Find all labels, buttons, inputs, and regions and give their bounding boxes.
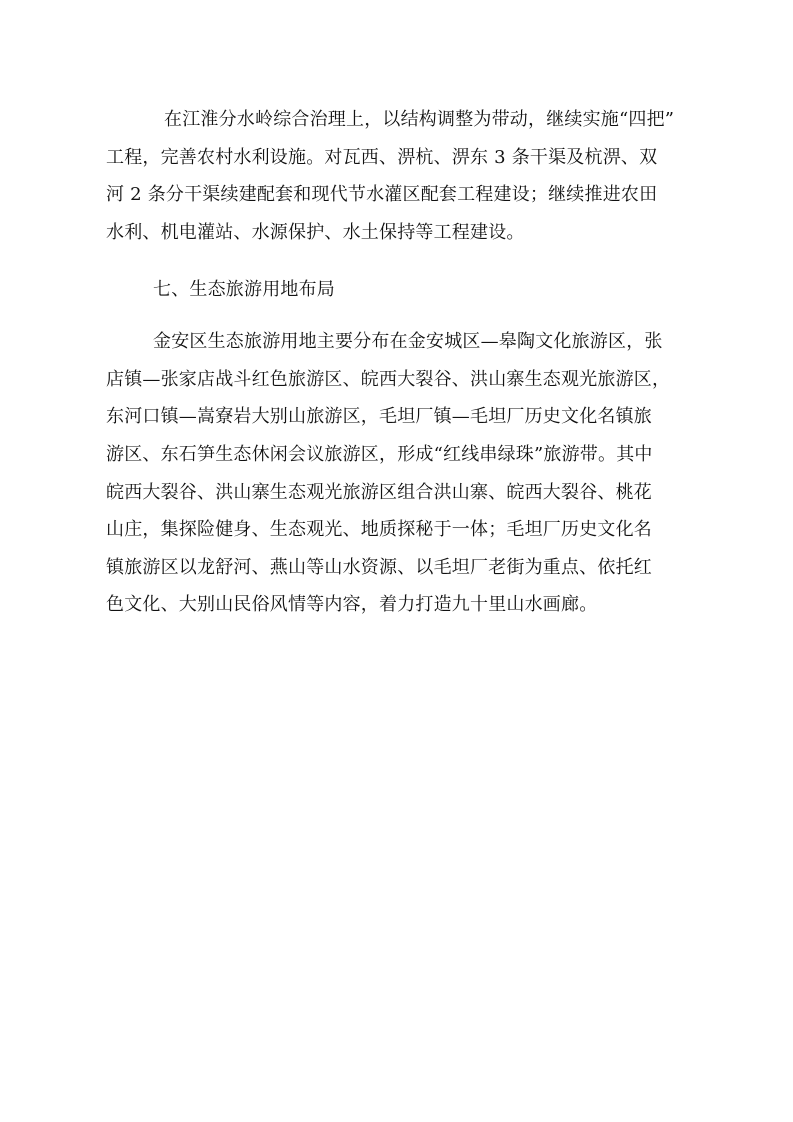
paragraph-2-line-8: 色文化、大别山民俗风情等内容，着力打造九十里山水画廊。 xyxy=(106,594,598,615)
paragraph-1-line-2: 工程，完善农村水利设施。对瓦西、淠杭、淠东 3 条干渠及杭淠、双 xyxy=(106,147,658,168)
paragraph-2-line-4: 游区、东石笋生态休闲会议旅游区，形成“红线串绿珠”旅游带。其中 xyxy=(106,444,653,465)
paragraph-2-line-1: 金安区生态旅游用地主要分布在金安城区—皋陶文化旅游区，张 xyxy=(153,331,663,352)
paragraph-1-line-3: 河 2 条分干渠续建配套和现代节水灌区配套工程建设；继续推进农田 xyxy=(106,184,658,205)
paragraph-2-line-7: 镇旅游区以龙舒河、燕山等山水资源、以毛坦厂老街为重点、依托红 xyxy=(106,557,652,578)
paragraph-2-line-2: 店镇—张家店战斗红色旅游区、皖西大裂谷、洪山寨生态观光旅游区， xyxy=(106,369,671,390)
paragraph-2-line-3: 东河口镇—嵩寮岩大别山旅游区，毛坦厂镇—毛坦厂历史文化名镇旅 xyxy=(106,406,652,427)
paragraph-2-line-5: 皖西大裂谷、洪山寨生态观光旅游区组合洪山寨、皖西大裂谷、桃花 xyxy=(106,482,652,503)
paragraph-1-line-1: 在江淮分水岭综合治理上，以结构调整为带动，继续实施“四把” xyxy=(164,109,675,130)
paragraph-1-line-4: 水利、机电灌站、水源保护、水土保持等工程建设。 xyxy=(106,222,525,243)
paragraph-2-line-6: 山庄，集探险健身、生态观光、地质探秘于一体；毛坦厂历史文化名 xyxy=(106,519,652,540)
section-heading: 七、生态旅游用地布局 xyxy=(153,279,335,300)
